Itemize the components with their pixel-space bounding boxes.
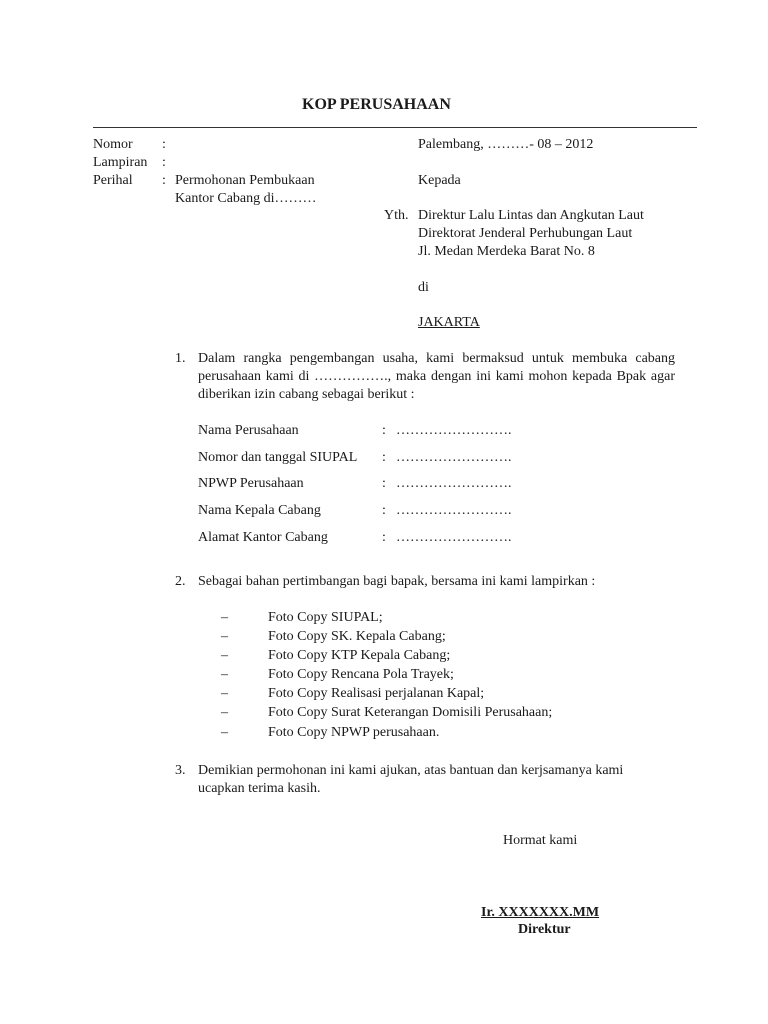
list-item: Foto Copy Realisasi perjalanan Kapal; [268,686,485,701]
perihal-line-1: Permohonan Pembukaan [175,173,315,188]
closing-greeting: Hormat kami [503,833,578,848]
nomor-label: Nomor [93,137,133,152]
header-divider [93,127,697,128]
list-item: Foto Copy NPWP perusahaan. [268,725,440,740]
field-label: Nama Perusahaan [198,423,299,438]
nomor-colon: : [162,137,166,152]
list-bullet: – [221,648,228,663]
item-3-number: 3. [175,763,186,778]
lampiran-colon: : [162,155,166,170]
field-colon: : [382,450,386,465]
field-label: Nomor dan tanggal SIUPAL [198,450,358,465]
field-value: ……………………. [396,503,512,518]
lampiran-label: Lampiran [93,155,148,170]
item-1-number: 1. [175,351,186,366]
list-item: Foto Copy Surat Keterangan Domisili Perusahaan; [268,705,553,720]
list-item: Foto Copy KTP Kepala Cabang; [268,648,451,663]
field-value: ……………………. [396,476,512,491]
list-bullet: – [221,629,228,644]
field-colon: : [382,423,386,438]
perihal-colon: : [162,173,166,188]
field-colon: : [382,503,386,518]
list-bullet: – [221,725,228,740]
signer-title: Direktur [518,922,571,937]
yth-label: Yth. [384,208,409,223]
field-colon: : [382,476,386,491]
item-3-line-2: ucapkan terima kasih. [198,781,321,796]
item-2-number: 2. [175,574,186,589]
item-3-line-1: Demikian permohonan ini kami ajukan, atas bantuan dan kerjsamanya kami [198,763,624,778]
recipient-city: JAKARTA [418,315,480,330]
field-label: Alamat Kantor Cabang [198,530,328,545]
item-1-text: Dalam rangka pengembangan usaha, kami bermaksud untuk membuka cabang perusahaan kami di ……………., maka dengan ini kami mohon kepada Bpak agar diberikan izin cabang sebagai berikut : [198,351,675,402]
recipient-line-2: Direktorat Jenderal Perhubungan Laut [418,226,633,241]
list-bullet: – [221,686,228,701]
list-bullet: – [221,610,228,625]
recipient-line-1: Direktur Lalu Lintas dan Angkutan Laut [418,208,644,223]
list-item: Foto Copy SIUPAL; [268,610,383,625]
place-date: Palembang, ………- 08 – 2012 [418,137,594,152]
perihal-label: Perihal [93,173,133,188]
field-label: Nama Kepala Cabang [198,503,321,518]
field-value: ……………………. [396,530,512,545]
list-item: Foto Copy SK. Kepala Cabang; [268,629,446,644]
list-bullet: – [221,667,228,682]
field-label: NPWP Perusahaan [198,476,304,491]
field-colon: : [382,530,386,545]
recipient-line-3: Jl. Medan Merdeka Barat No. 8 [418,244,595,259]
field-value: ……………………. [396,450,512,465]
di-label: di [418,280,429,295]
field-value: ……………………. [396,423,512,438]
list-item: Foto Copy Rencana Pola Trayek; [268,667,454,682]
perihal-line-2: Kantor Cabang di……… [175,191,317,206]
list-bullet: – [221,705,228,720]
signer-name: Ir. XXXXXXX.MM [481,905,600,920]
letterhead-title: KOP PERUSAHAAN [302,96,451,113]
kepada-label: Kepada [418,173,461,188]
item-2-text: Sebagai bahan pertimbangan bagi bapak, bersama ini kami lampirkan : [198,574,596,589]
